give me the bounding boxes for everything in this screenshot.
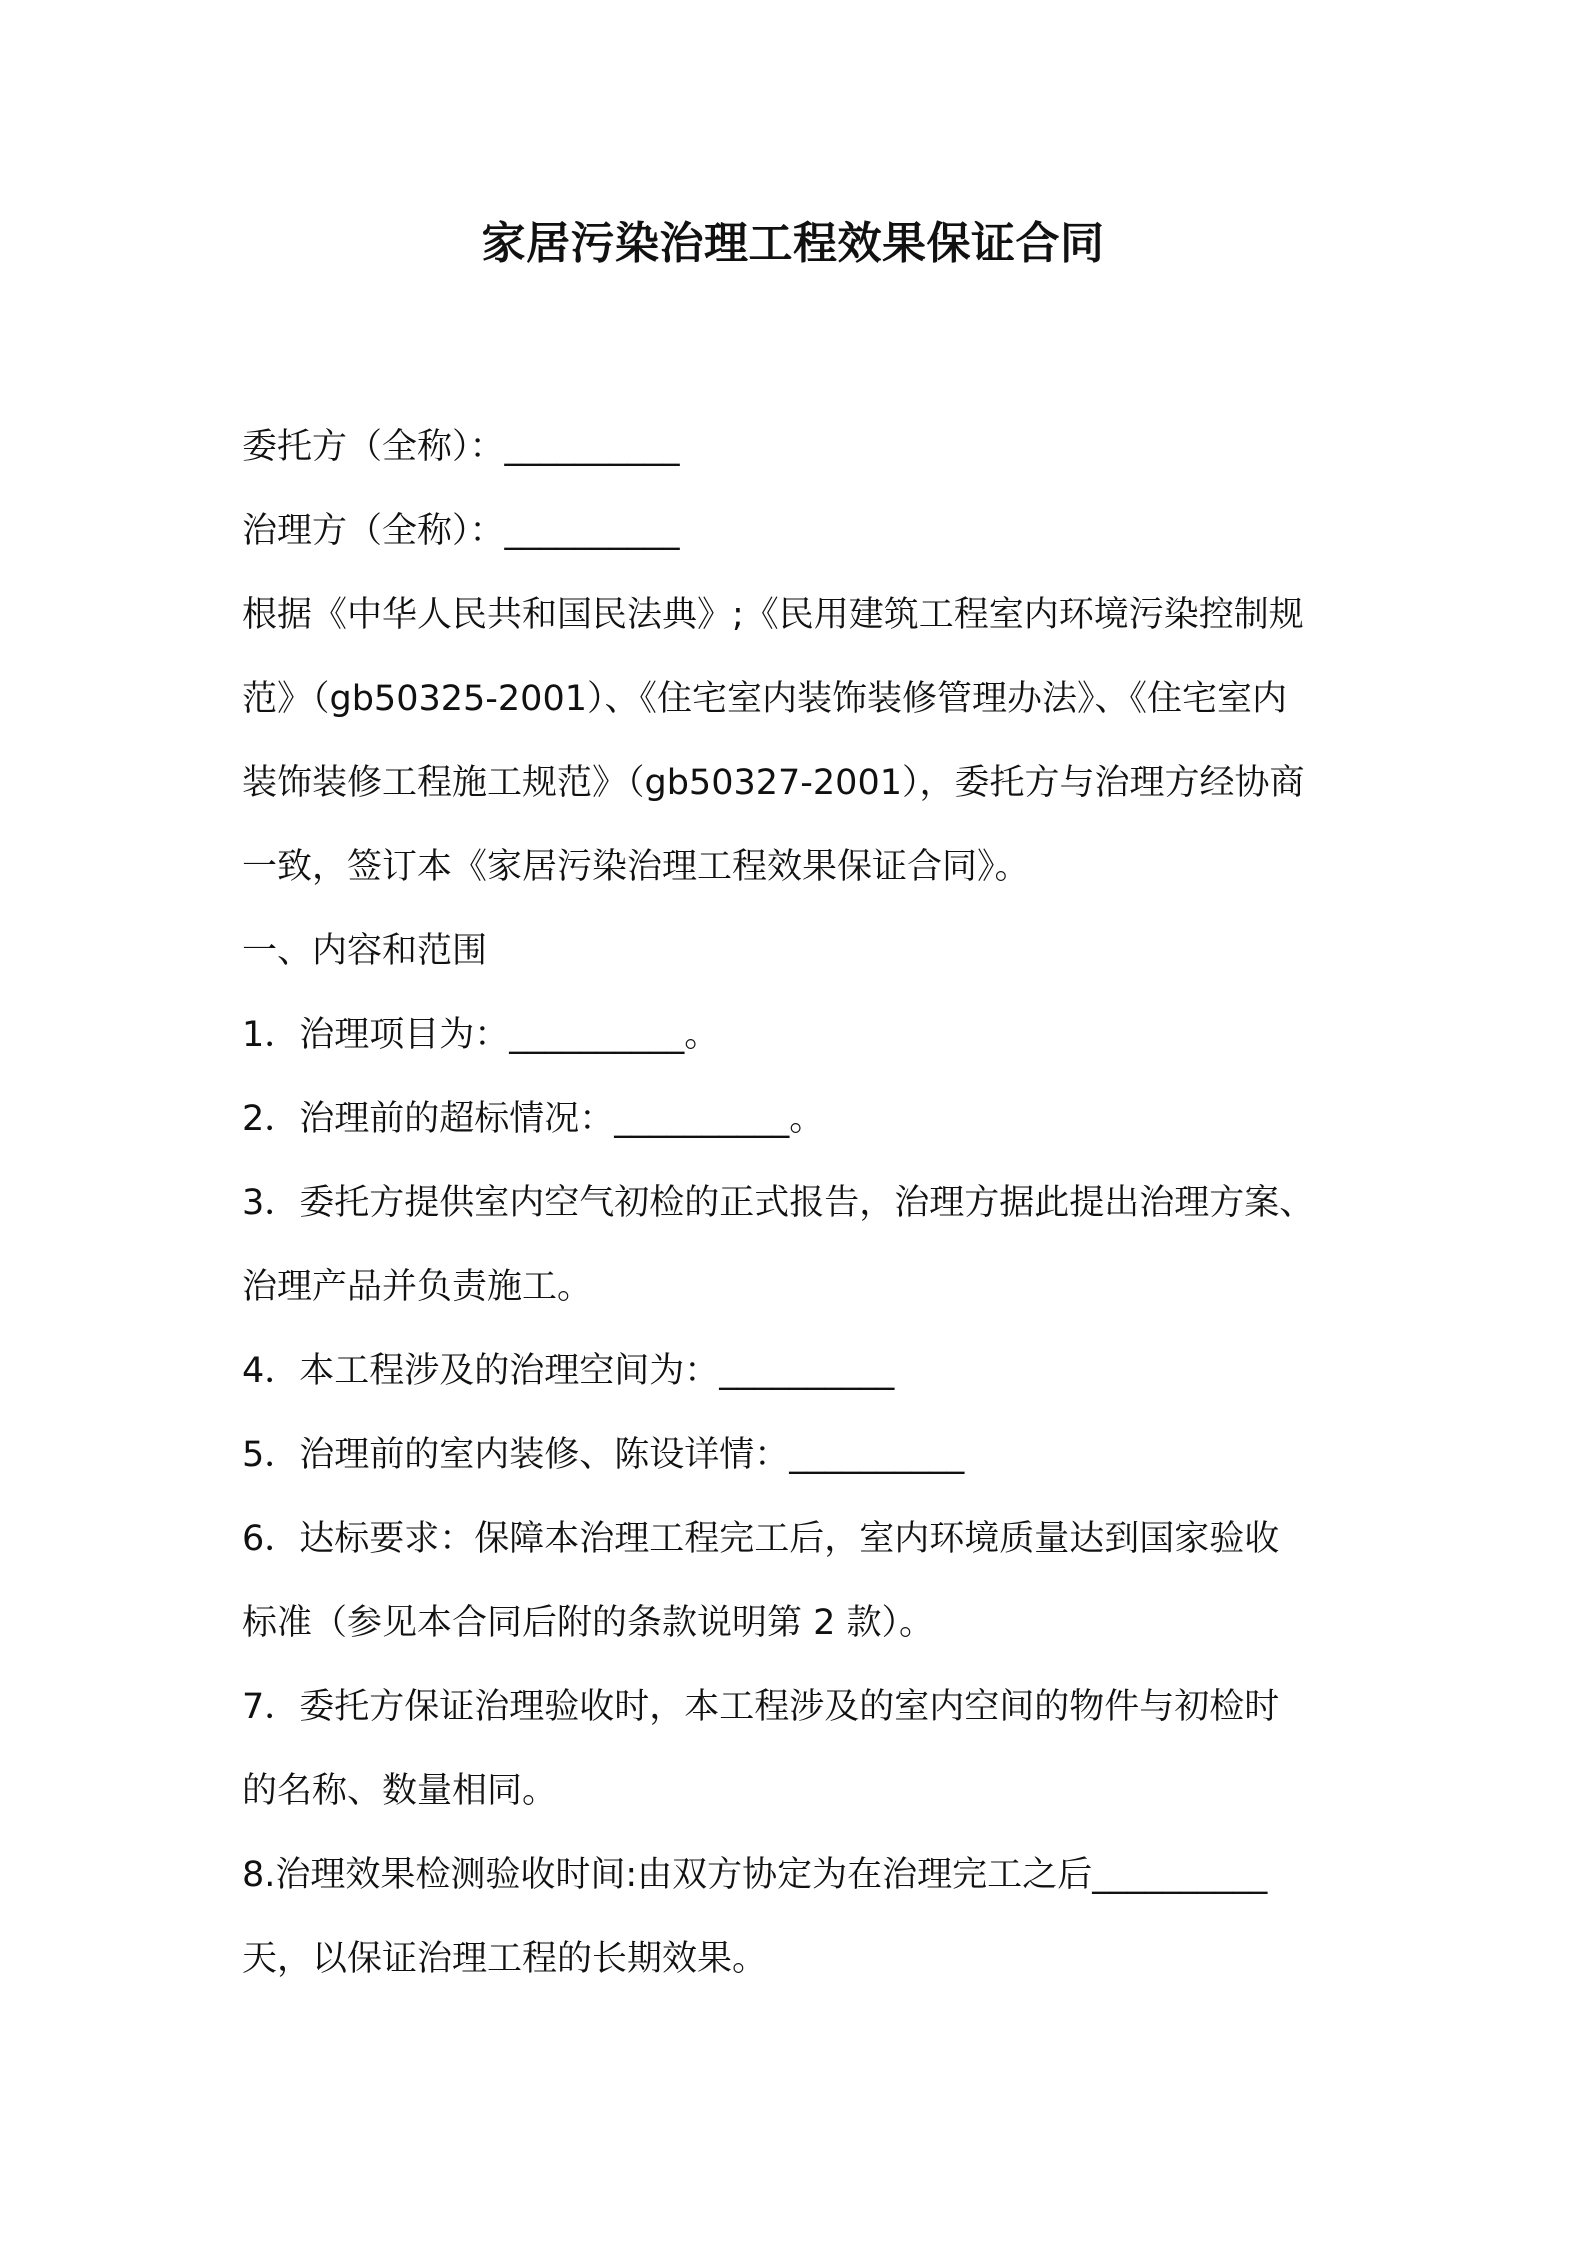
clause-1: 1．治理项目为：__________。	[242, 1015, 720, 1055]
section-heading: 一、内容和范围	[242, 931, 488, 971]
document-body	[242, 405, 1368, 2001]
preamble-line-1: 根据《中华人民共和国民法典》;《民用建筑工程室内环境污染控制规	[242, 595, 1304, 635]
clause-4: 4．本工程涉及的治理空间为：__________	[242, 1351, 895, 1391]
clause-2: 2．治理前的超标情况：__________。	[242, 1099, 825, 1139]
clause-7-line-1: 7．委托方保证治理验收时，本工程涉及的室内空间的物件与初检时	[242, 1687, 1280, 1727]
preamble-line-2: 范》（gb50325-2001）、《住宅室内装饰装修管理办法》、《住宅室内	[242, 679, 1287, 719]
clause-3-line-2: 治理产品并负责施工。	[242, 1267, 593, 1307]
clause-5: 5．治理前的室内装修、陈设详情：__________	[242, 1435, 965, 1475]
clause-6-line-2: 标准（参见本合同后附的条款说明第 2 款）。	[242, 1603, 935, 1643]
clause-8-line-1: 8.治理效果检测验收时间:由双方协定为在治理完工之后__________	[242, 1855, 1268, 1895]
preamble-line-3: 装饰装修工程施工规范》（gb50327-2001），委托方与治理方经协商	[242, 763, 1305, 803]
clause-6-line-1: 6．达标要求：保障本治理工程完工后，室内环境质量达到国家验收	[242, 1519, 1280, 1559]
service-party-line: 治理方（全称）：__________	[242, 511, 680, 551]
clause-8-line-2: 天，以保证治理工程的长期效果。	[242, 1939, 768, 1979]
clause-3-line-1: 3．委托方提供室内空气初检的正式报告，治理方据此提出治理方案、	[242, 1183, 1315, 1223]
client-party-line: 委托方（全称）：__________	[242, 427, 680, 467]
clause-7-line-2: 的名称、数量相同。	[242, 1771, 558, 1811]
preamble-line-4: 一致，签订本《家居污染治理工程效果保证合同》。	[242, 847, 1030, 887]
document-title: 家居污染治理工程效果保证合同	[481, 218, 1105, 269]
